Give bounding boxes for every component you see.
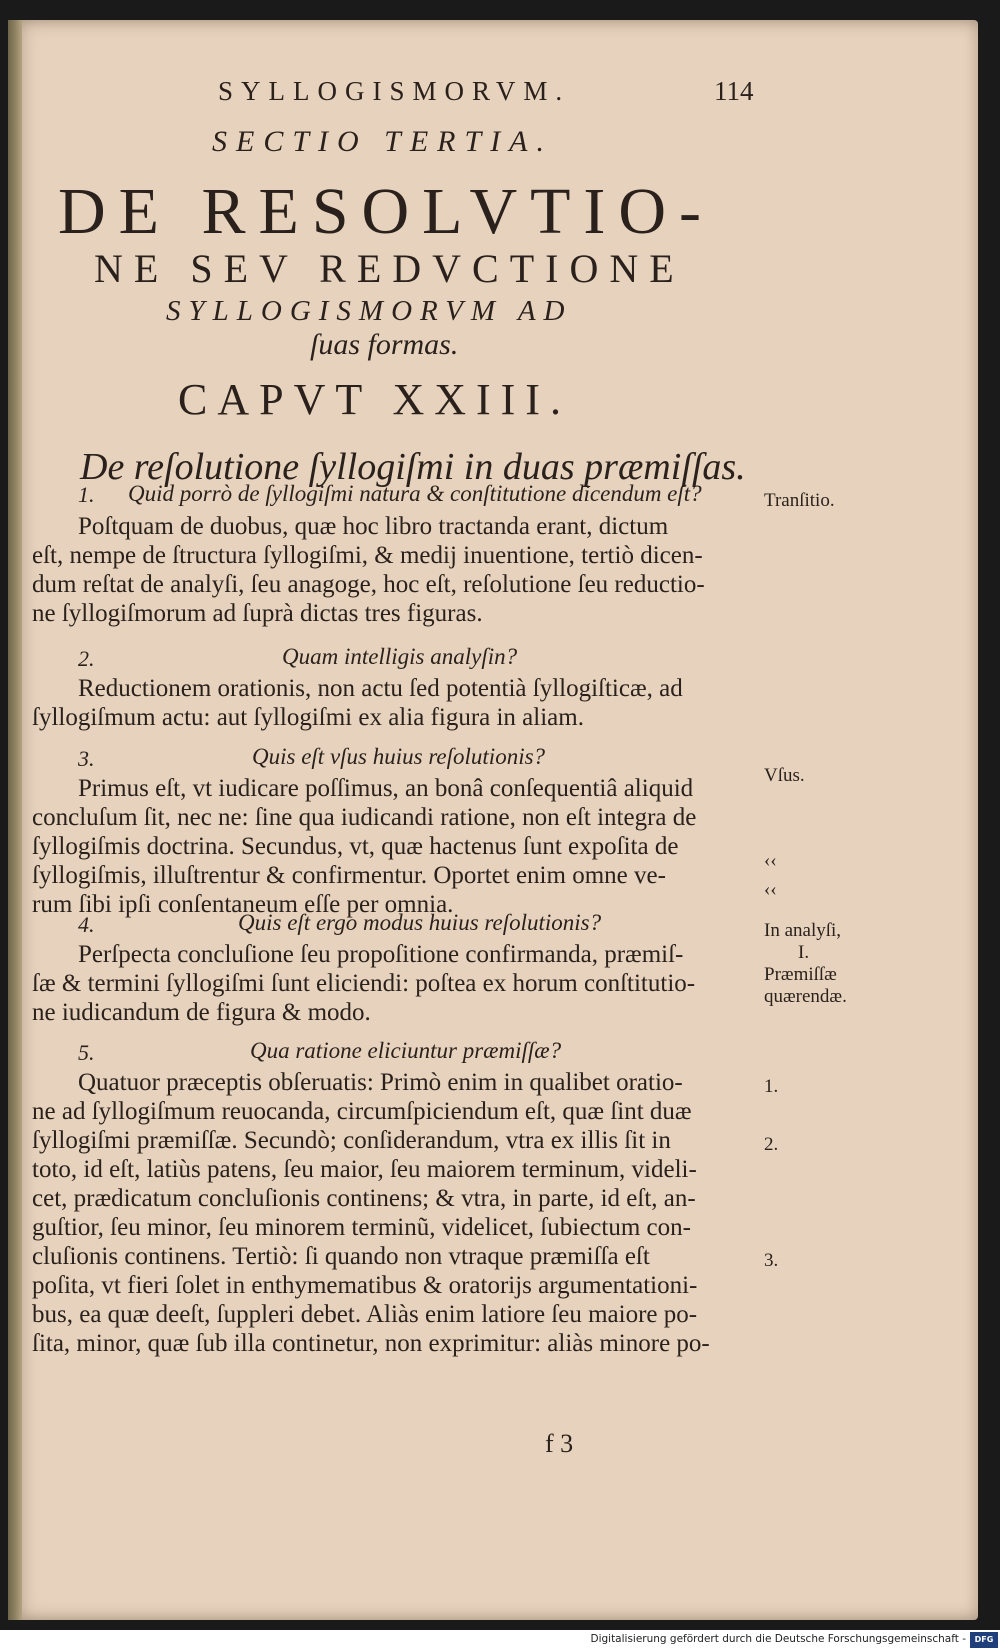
title-line-3: SYLLOGISMORVM AD	[166, 295, 573, 327]
title-line-2: NE SEV REDVCTIONE	[94, 246, 685, 291]
answer-paragraph	[32, 774, 696, 919]
answer-line: rum ſibi ipſi conſentaneum eſſe per omnia.	[32, 891, 454, 918]
marginal-note-praemissae: Præmiſſæ	[764, 964, 837, 985]
marginal-note-in-analysi: In analyſi,	[764, 920, 842, 941]
answer-line: poſita, vt fieri ſolet in enthymematibus & oratorijs argumentationi-	[32, 1272, 698, 1299]
answer-line: cet, prædicatum concluſionis continens; & vtra, in parte, id eſt, an-	[32, 1185, 696, 1212]
answer-line: ſyllogiſmi præmiſſæ. Secundò; conſiderandum, vtra ex illis ſit in	[32, 1127, 671, 1154]
question-text: Quis eſt vſus huius reſolutionis?	[252, 744, 546, 769]
answer-line: ſyllogiſmum actu: aut ſyllogiſmi ex alia figura in aliam.	[32, 704, 584, 731]
marginal-number-2: 2.	[764, 1134, 779, 1155]
question-number: 4.	[78, 912, 95, 937]
answer-line: cluſionis continens. Tertiò: ſi quando non vtraque præmiſſa eſt	[32, 1243, 650, 1270]
answer-line: toto, id eſt, latiùs patens, ſeu maior, ſeu maiorem terminum, videli-	[32, 1156, 697, 1183]
answer-line: dum reſtat de analyſi, ſeu anagoge, hoc eſt, reſolutione ſeu reductio-	[32, 571, 705, 598]
section-heading: SECTIO TERTIA.	[212, 125, 554, 158]
answer-line: Perſpecta concluſione ſeu propoſitione confirmanda, præmiſ-	[78, 941, 684, 968]
answer-line: ne ſyllogiſmorum ad ſuprà dictas tres figuras.	[32, 600, 483, 627]
marginal-note-usus: Vſus.	[764, 765, 805, 786]
page-number: 114	[714, 76, 754, 106]
question-text: Quid porrò de ſyllogiſmi natura & conſtitutione dicendum eſt?	[128, 481, 702, 506]
question-text: Quis eſt ergo modus huius reſolutionis?	[238, 910, 602, 935]
answer-line: Primus eſt, vt iudicare poſſimus, an bonâ conſequentiâ aliquid	[78, 775, 694, 802]
answer-line: ſyllogiſmis, illuſtrentur & confirmentur. Oportet enim omne ve-	[32, 862, 666, 889]
marginal-note-roman-one: I.	[798, 942, 810, 963]
signature-mark: f 3	[545, 1429, 574, 1458]
running-head: SYLLOGISMORVM.	[218, 76, 571, 106]
marginal-note-transitio: Tranſitio.	[764, 490, 835, 511]
title-line-4: ſuas formas.	[310, 328, 459, 361]
footer-bar	[0, 1630, 1000, 1651]
answer-line: ſita, minor, quæ ſub illa continetur, non exprimitur: aliàs minore po-	[32, 1330, 710, 1357]
dfg-logo: DFG	[970, 1632, 998, 1648]
question-number: 1.	[78, 482, 95, 507]
answer-paragraph	[32, 1068, 710, 1358]
question-number: 2.	[78, 646, 95, 671]
marginal-note-quaerendae: quærendæ.	[764, 986, 847, 1007]
marginal-number-1: 1.	[764, 1076, 779, 1097]
answer-line: Poſtquam de duobus, quæ hoc libro tractanda erant, dictum	[78, 513, 669, 540]
question-text: Quam intelligis analyſin?	[282, 644, 518, 669]
answer-line: ne iudicandum de figura & modo.	[32, 999, 371, 1026]
answer-paragraph	[32, 674, 683, 732]
answer-line: Quatuor præceptis obſeruatis: Primò enim in qualibet oratio-	[78, 1069, 683, 1096]
answer-paragraph	[32, 940, 695, 1027]
answer-paragraph	[32, 512, 705, 628]
answer-line: bus, ea quæ deeſt, ſuppleri debet. Aliàs enim latiore ſeu maiore po-	[32, 1301, 698, 1328]
answer-line: guſtior, ſeu minor, ſeu minorem terminũ, videlicet, ſubiectum con-	[32, 1214, 691, 1241]
answer-line: ſyllogiſmis doctrina. Secundus, vt, quæ hactenus ſunt expoſita de	[32, 833, 679, 860]
answer-line: ſæ & termini ſyllogiſmi ſunt eliciendi: poſtea ex horum conſtitutio-	[32, 970, 696, 997]
question-number: 5.	[78, 1040, 95, 1065]
chapter-title: De reſolutione ſyllogiſmi in duas præmiſſas.	[80, 446, 746, 488]
title-line-1: DE RESOLVTIO-	[58, 175, 715, 248]
marginal-quote-mark: ‹‹	[764, 850, 777, 871]
book-page	[8, 20, 978, 1620]
marginal-quote-mark: ‹‹	[764, 879, 777, 900]
footer-credit: Digitalisierung gefördert durch die Deutsche Forschungsgemeinschaft -	[590, 1633, 966, 1645]
chapter-number: CAPVT XXIII.	[178, 375, 571, 424]
answer-line: Reductionem orationis, non actu ſed potentià ſyllogiſticæ, ad	[78, 675, 683, 702]
question-text: Qua ratione eliciuntur præmiſſæ?	[250, 1038, 562, 1063]
answer-line: concluſum ſit, nec ne: ſine qua iudicandi ratione, non eſt integra de	[32, 804, 697, 831]
question-number: 3.	[78, 746, 95, 771]
answer-line: eſt, nempe de ſtructura ſyllogiſmi, & medij inuentione, tertiò dicen-	[32, 542, 703, 569]
answer-line: ne ad ſyllogiſmum reuocanda, circumſpiciendum eſt, quæ ſint duæ	[32, 1098, 692, 1125]
page-binding-edge	[8, 20, 22, 1620]
marginal-number-3: 3.	[764, 1250, 779, 1271]
